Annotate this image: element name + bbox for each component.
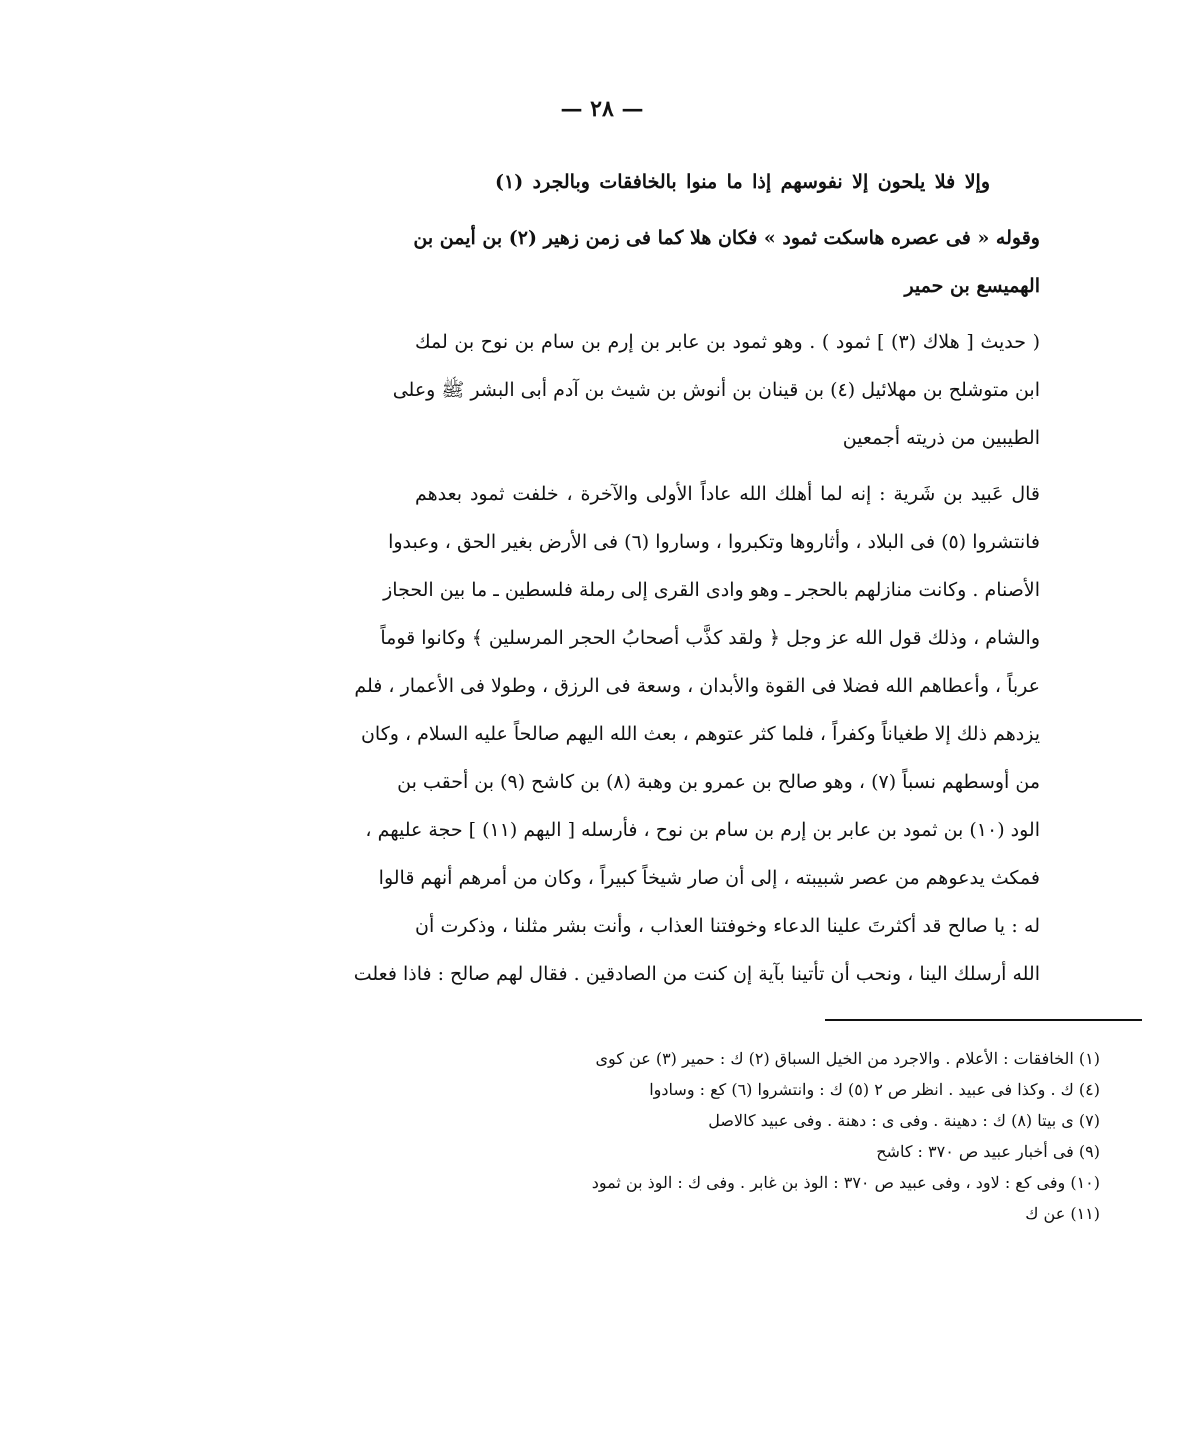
page-number: — ٢٨ — (560, 96, 644, 122)
narrative-line-3: الأصنام . وكانت منازلهم بالحجر ـ وهو وادى القرى إلى رملة فلسطين ـ ما بين الحجاز (383, 579, 1040, 601)
footnote-line-1: (١) الخافقات : الأعلام . والاجرد من الخيل السباق (٢) ك : حمير (٣) عن كوى (595, 1049, 1100, 1068)
intro-paragraph (415, 214, 1040, 310)
verse-line: وإلا فلا يلحون إلا نفوسهم إذا ما منوا بالخافقات وبالجرد (١) (495, 171, 990, 193)
narrative-line-8: الود (١٠) بن ثمود بن عابر بن إرم بن سام بن نوح ، فأرسله [ اليهم (١١) ] حجة عليهم ، (365, 819, 1040, 841)
footnote-line-4: (٩) فى أخبار عبيد ص ٣٧٠ : كاشح (876, 1142, 1100, 1161)
narrative-line-7: من أوسطهم نسباً (٧) ، وهو صالح بن عمرو بن وهبة (٨) بن كاشح (٩) بن أحقب بن (397, 771, 1040, 793)
narrative-paragraph (353, 470, 1040, 998)
genealogy-line-2: ابن متوشلح بن مهلائيل (٤) بن قينان بن أنوش بن شيث بن آدم أبى البشر ﷺ وعلى (392, 379, 1040, 401)
genealogy-paragraph (392, 318, 1040, 462)
narrative-line-9: فمكث يدعوهم من عصر شبيبته ، إلى أن صار شيخاً كبيراً ، وكان من أمرهم أنهم قالوا (378, 867, 1040, 889)
narrative-line-4: والشام ، وذلك قول الله عز وجل ﴿ ولقد كذَّب أصحابُ الحجر المرسلين ﴾ وكانوا قوماً (380, 627, 1040, 649)
footnote-line-5: (١٠) وفى كع : لاود ، وفى عبيد ص ٣٧٠ : الوذ بن غابر . وفى ك : الوذ بن ثمود (591, 1173, 1100, 1192)
narrative-line-2: فانتشروا (٥) فى البلاد ، وأثاروها وتكبروا ، وساروا (٦) فى الأرض بغير الحق ، وعبدوا (388, 531, 1040, 553)
footnote-line-6: (١١) عن ك (1025, 1204, 1100, 1223)
genealogy-line-1: ( حديث [ هلاك (٣) ] ثمود ) . وهو ثمود بن عابر بن إرم بن سام بن نوح بن لمك (415, 331, 1040, 353)
footnote-line-3: (٧) ى بيتا (٨) ك : دهينة . وفى ى : دهنة . وفى عبيد كالاصل (708, 1111, 1100, 1130)
footnotes (400, 1043, 1100, 1229)
narrative-line-5: عرباً ، وأعطاهم الله فضلا فى القوة والأبدان ، وسعة فى الرزق ، وطولا فى الأعمار ، فلم (354, 675, 1040, 697)
narrative-line-6: يزدهم ذلك إلا طغياناً وكفراً ، فلما كثر عتوهم ، بعث الله اليهم صالحاً عليه السلام ، وكان (360, 723, 1040, 745)
footnote-line-2: (٤) ك . وكذا فى عبيد . انظر ص ٢ (٥) ك : وانتشروا (٦) كع : وسادوا (649, 1080, 1100, 1099)
intro-line-2: الهميسع بن حمير (904, 275, 1040, 297)
narrative-line-11: الله أرسلك الينا ، ونحب أن تأتينا بآية إن كنت من الصادقين . فقال لهم صالح : فاذا فعلت (353, 963, 1040, 985)
narrative-line-1: قال عَبيد بن شَرية : إنه لما أهلك الله عاداً الأولى والآخرة ، خلفت ثمود بعدهم (415, 483, 1040, 505)
verse (415, 158, 1040, 206)
footnote-divider (825, 1019, 1142, 1021)
intro-line-1: وقوله « فى عصره هاسكت ثمود » فكان هلا كما فى زمن زهير (٢) بن أيمن بن (413, 227, 1040, 249)
genealogy-line-3: الطيبين من ذريته أجمعين (842, 427, 1040, 449)
narrative-line-10: له : يا صالح قد أكثرتَ علينا الدعاء وخوفتنا العذاب ، وأنت بشر مثلنا ، وذكرت أن (415, 915, 1040, 937)
